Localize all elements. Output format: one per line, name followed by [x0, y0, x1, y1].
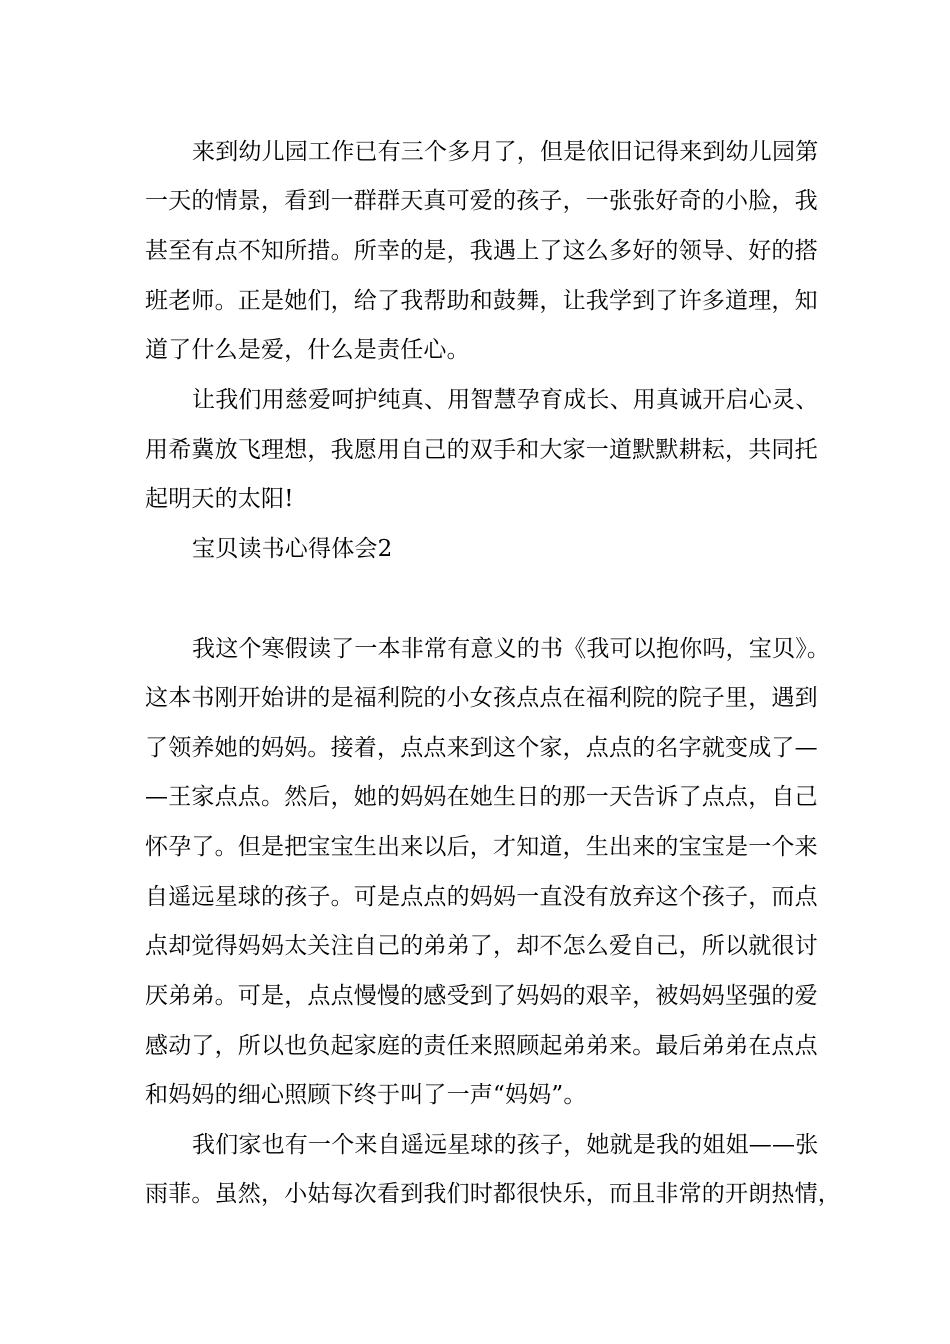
text-line: 和妈妈的细心照顾下终于叫了一声“妈妈”。 [145, 1082, 587, 1108]
text-line: 我们家也有一个来自遥远星球的孩子，她就是我的姐姐——张 [192, 1132, 819, 1158]
text-line: —王家点点。然后，她的妈妈在她生日的那一天告诉了点点，自己 [145, 784, 818, 810]
text-line: 点却觉得妈妈太关注自己的弟弟了，却不怎么爱自己，所以就很讨 [145, 933, 818, 959]
text-line: 让我们用慈爱呵护纯真、用智慧孕育成长、用真诚开启心灵、 [192, 387, 819, 413]
text-line: 甚至有点不知所措。所幸的是，我遇上了这么多好的领导、好的搭 [145, 238, 818, 264]
text-line: 厌弟弟。可是，点点慢慢的感受到了妈妈的艰辛，被妈妈坚强的爱 [145, 983, 818, 1009]
text-line: 班老师。正是她们，给了我帮助和鼓舞，让我学到了许多道理，知 [145, 288, 818, 314]
text-line: 怀孕了。但是把宝宝生出来以后，才知道，生出来的宝宝是一个来 [145, 834, 818, 860]
text-line: 感动了，所以也负起家庭的责任来照顾起弟弟来。最后弟弟在点点 [145, 1033, 818, 1059]
text-line: 这本书刚开始讲的是福利院的小女孩点点在福利院的院子里，遇到 [145, 685, 818, 711]
text-line: 来到幼儿园工作已有三个多月了，但是依旧记得来到幼儿园第 [192, 139, 819, 165]
text-line: 用希冀放飞理想，我愿用自己的双手和大家一道默默耕耘，共同托 [145, 437, 818, 463]
text-line: 了领养她的妈妈。接着，点点来到这个家，点点的名字就变成了— [145, 735, 818, 761]
text-line: 起明天的太阳! [145, 486, 294, 512]
text-line: 一天的情景，看到一群群天真可爱的孩子，一张张好奇的小脸，我 [145, 188, 818, 214]
text-line: 我这个寒假读了一本非常有意义的书《我可以抱你吗，宝贝》。 [192, 636, 831, 662]
text-line: 自遥远星球的孩子。可是点点的妈妈一直没有放弃这个孩子，而点 [145, 884, 818, 910]
text-line: 道了什么是爱，什么是责任心。 [145, 337, 470, 363]
text-line: 雨菲。虽然，小姑每次看到我们时都很快乐，而且非常的开朗热情， [145, 1181, 841, 1207]
section-heading: 宝贝读书心得体会2 [192, 536, 393, 562]
